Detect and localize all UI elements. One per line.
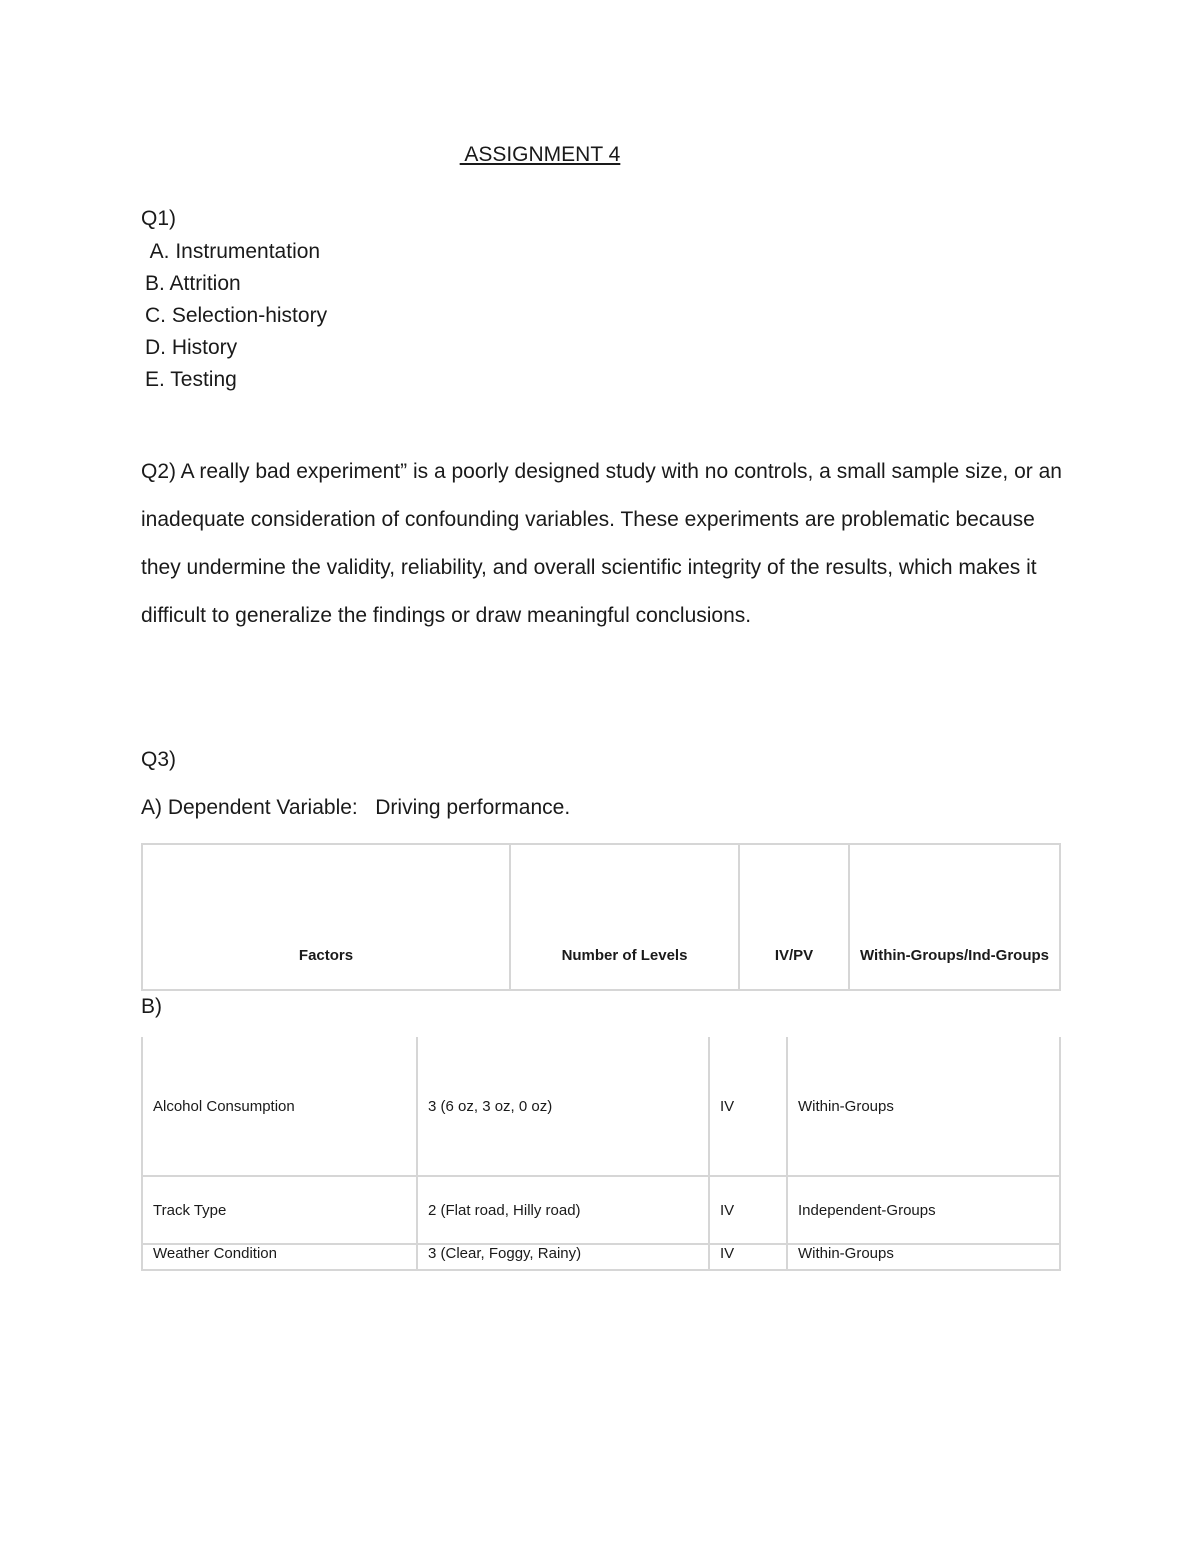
q2-answer-paragraph: Q2) A really bad experiment” is a poorly designed study with no controls, a small sample size, or an inadequate consideration of confounding variables. These experiments are problematic because they undermine the validity, reliability, and overall scientific integrity of the results, which makes it difficult to generalize the findings or draw meaningful conclusions.	[141, 460, 1062, 627]
cell-iv-pv: IV	[709, 1244, 787, 1270]
header-iv-pv: IV/PV	[739, 844, 849, 990]
cell-iv-pv: IV	[709, 1176, 787, 1244]
page-title: ASSIGNMENT 4	[459, 143, 621, 166]
q1-label: Q1)	[141, 207, 177, 230]
table-header-row	[142, 844, 1060, 990]
cell-factor: Alcohol Consumption	[142, 1037, 417, 1176]
factors-table-header	[141, 843, 1061, 991]
q1-answer-c: C. Selection-history	[145, 304, 328, 327]
table-row	[142, 1037, 1060, 1176]
q1-answer-list	[145, 236, 327, 396]
header-number-of-levels: Number of Levels	[510, 844, 739, 990]
cell-groups: Independent-Groups	[787, 1176, 1060, 1244]
cell-levels: 3 (6 oz, 3 oz, 0 oz)	[417, 1037, 709, 1176]
q1-answer-d: D. History	[145, 336, 238, 359]
cell-factor: Weather Condition	[142, 1244, 417, 1270]
cell-iv-pv: IV	[709, 1037, 787, 1176]
table-row	[142, 1244, 1060, 1270]
factors-table-body	[141, 1037, 1061, 1271]
q1-answer-b: B. Attrition	[145, 272, 241, 295]
cell-levels: 3 (Clear, Foggy, Rainy)	[417, 1244, 709, 1270]
cell-groups: Within-Groups	[787, 1037, 1060, 1176]
header-factors: Factors	[142, 844, 510, 990]
q3-dependent-variable: A) Dependent Variable: Driving performance.	[141, 796, 571, 819]
q3-b-label: B)	[141, 995, 162, 1018]
q3-label: Q3)	[141, 748, 177, 771]
cell-factor: Track Type	[142, 1176, 417, 1244]
header-groups: Within-Groups/Ind-Groups	[849, 844, 1060, 990]
q1-answer-e: E. Testing	[145, 368, 237, 391]
table-row	[142, 1176, 1060, 1244]
q1-answer-a: A. Instrumentation	[145, 240, 321, 263]
cell-groups: Within-Groups	[787, 1244, 1060, 1270]
cell-levels: 2 (Flat road, Hilly road)	[417, 1176, 709, 1244]
